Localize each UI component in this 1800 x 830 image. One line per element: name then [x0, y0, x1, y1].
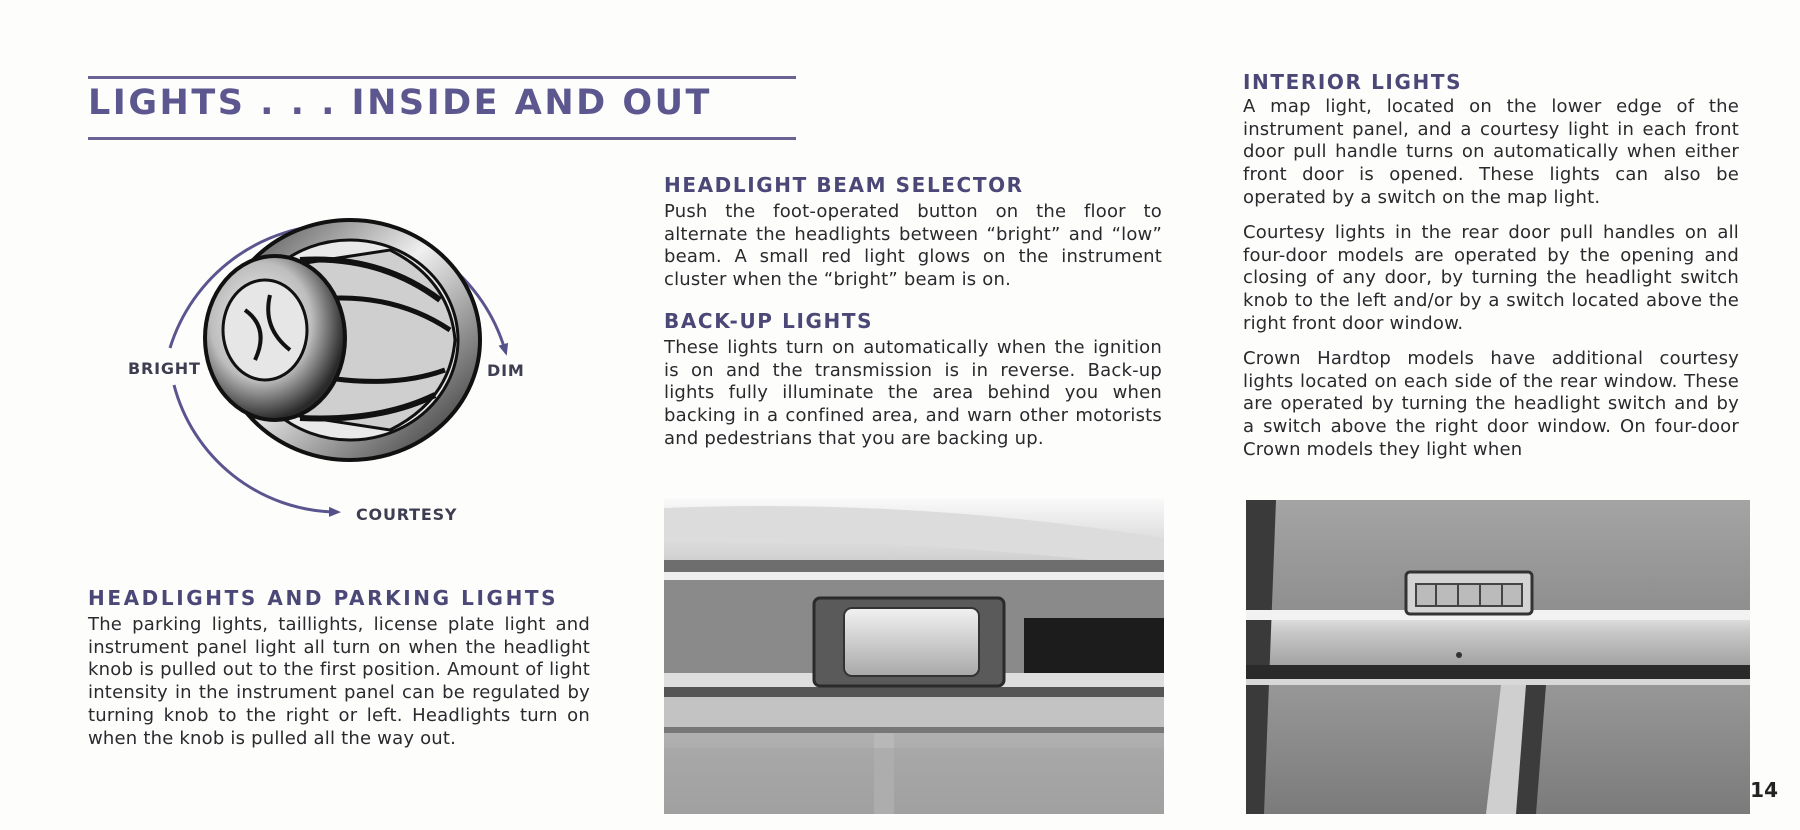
title-rule-bottom: [88, 137, 796, 140]
page-number: 14: [1750, 778, 1778, 802]
title-rule-top: [88, 76, 796, 79]
backup-heading: BACK-UP LIGHTS: [664, 309, 874, 333]
interior-para-1: A map light, located on the lower edge of the instrument panel, and a courtesy light in each front door pull handle turns on automatically when either front door is opened. These lights can also be operated by a switch on the map light.: [1243, 96, 1739, 208]
beam-selector-heading: HEADLIGHT BEAM SELECTOR: [664, 173, 1024, 197]
interior-para-2: Courtesy lights in the rear door pull handles on all four-door models are operated by the opening and closing of any door, by turning the headlight switch knob to the left and/or by a switch located above the right front door window.: [1243, 222, 1739, 334]
backup-light-photo: [664, 498, 1164, 814]
interior-para-3: Crown Hardtop models have additional courtesy lights located on each side of the rear window. These are operated by turning the headlight switch and by a switch above the right door window. On four-door Crown models they light when: [1243, 348, 1739, 460]
courtesy-light-photo: [1246, 500, 1750, 814]
page-title: LIGHTS . . . INSIDE AND OUT: [88, 83, 712, 123]
dial-label-dim: DIM: [487, 361, 525, 380]
beam-selector-body: Push the foot-operated button on the floor to alternate the headlights between “bright” and “low” beam. A small red light glows on the instrument cluster when the “bright” beam is on.: [664, 201, 1162, 291]
dial-label-bright: BRIGHT: [128, 359, 201, 378]
backup-body: These lights turn on automatically when the ignition is on and the transmission is in reverse. Back-up lights fully illuminate the area behind you when backing in a confined area, and warn other motorists and pedestrians that you are backing up.: [664, 337, 1162, 449]
interior-heading: INTERIOR LIGHTS: [1243, 70, 1463, 94]
dial-label-courtesy: COURTESY: [356, 505, 458, 524]
headlight-knob-illustration: [150, 160, 530, 530]
headlights-body: The parking lights, taillights, license plate light and instrument panel light all turn on when the headlight knob is pulled out to the first position. Amount of light intensity in the instrument panel can be regulated by turning knob to the right or left. Headlights turn on when the knob is pulled all the way out.: [88, 614, 590, 749]
headlights-heading: HEADLIGHTS AND PARKING LIGHTS: [88, 586, 559, 610]
